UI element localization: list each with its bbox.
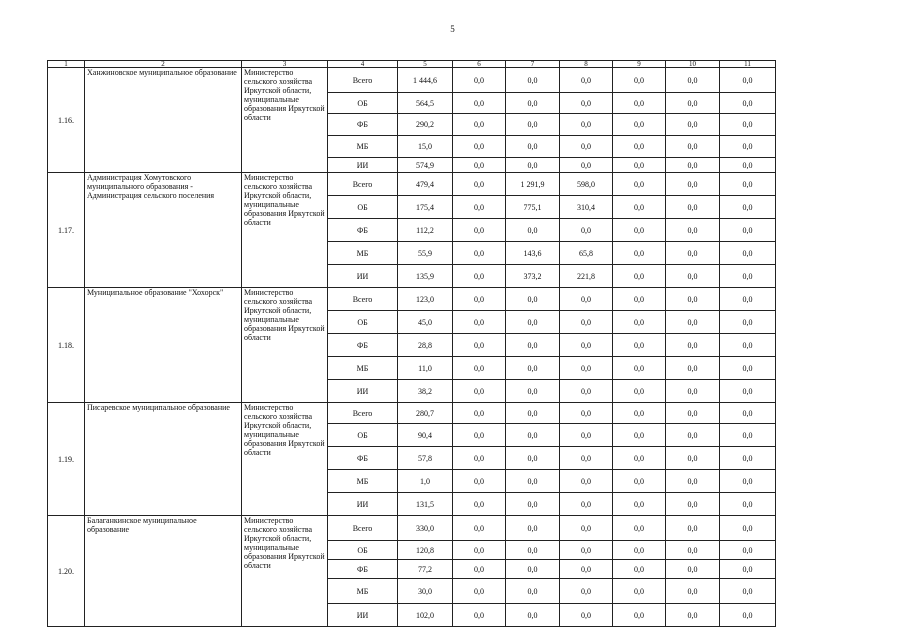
value-cell: 0,0	[613, 219, 666, 242]
value-cell: 0,0	[453, 380, 506, 403]
value-cell: 0,0	[720, 403, 776, 424]
value-cell: 0,0	[666, 242, 720, 265]
value-cell: 574,9	[398, 158, 453, 173]
value-cell: 0,0	[453, 357, 506, 380]
column-header: 3	[242, 61, 328, 68]
table-row	[48, 403, 776, 424]
value-cell: 15,0	[398, 136, 453, 158]
organization-name: Балаганкинское муниципальное образование	[85, 516, 242, 627]
value-cell: 0,0	[666, 158, 720, 173]
value-cell: 77,2	[398, 560, 453, 579]
funding-source: МБ	[328, 242, 398, 265]
table-row	[48, 173, 776, 196]
value-cell: 479,4	[398, 173, 453, 196]
value-cell: 0,0	[666, 357, 720, 380]
value-cell: 0,0	[506, 579, 560, 604]
value-cell: 0,0	[720, 493, 776, 516]
value-cell: 0,0	[506, 93, 560, 114]
organization-name: Писаревское муниципальное образование	[85, 403, 242, 516]
value-cell: 0,0	[666, 173, 720, 196]
table-row	[48, 68, 776, 93]
value-cell: 0,0	[560, 288, 613, 311]
value-cell: 0,0	[720, 288, 776, 311]
value-cell: 0,0	[613, 114, 666, 136]
column-header: 1	[48, 61, 85, 68]
value-cell: 0,0	[666, 541, 720, 560]
value-cell: 0,0	[506, 288, 560, 311]
value-cell: 0,0	[666, 334, 720, 357]
value-cell: 0,0	[506, 493, 560, 516]
column-header: 6	[453, 61, 506, 68]
value-cell: 0,0	[453, 403, 506, 424]
column-header: 9	[613, 61, 666, 68]
organization-name: Ханжиновское муниципальное образование	[85, 68, 242, 173]
value-cell: 0,0	[720, 114, 776, 136]
value-cell: 0,0	[453, 470, 506, 493]
value-cell: 0,0	[506, 68, 560, 93]
value-cell: 175,4	[398, 196, 453, 219]
column-header: 4	[328, 61, 398, 68]
value-cell: 0,0	[560, 541, 613, 560]
value-cell: 0,0	[666, 380, 720, 403]
column-header: 8	[560, 61, 613, 68]
value-cell: 0,0	[720, 604, 776, 627]
value-cell: 0,0	[613, 196, 666, 219]
row-number: 1.16.	[48, 68, 85, 173]
value-cell: 0,0	[666, 424, 720, 447]
value-cell: 0,0	[560, 114, 613, 136]
value-cell: 0,0	[560, 357, 613, 380]
value-cell: 0,0	[720, 447, 776, 470]
value-cell: 0,0	[506, 424, 560, 447]
value-cell: 0,0	[720, 424, 776, 447]
value-cell: 0,0	[613, 136, 666, 158]
value-cell: 0,0	[506, 158, 560, 173]
value-cell: 0,0	[613, 470, 666, 493]
value-cell: 0,0	[453, 516, 506, 541]
value-cell: 0,0	[613, 493, 666, 516]
value-cell: 0,0	[613, 242, 666, 265]
value-cell: 0,0	[666, 219, 720, 242]
value-cell: 90,4	[398, 424, 453, 447]
value-cell: 0,0	[506, 380, 560, 403]
value-cell: 0,0	[453, 196, 506, 219]
row-number: 1.20.	[48, 516, 85, 627]
page-number: 5	[450, 24, 455, 34]
value-cell: 0,0	[613, 357, 666, 380]
funding-source: Всего	[328, 68, 398, 93]
value-cell: 0,0	[613, 541, 666, 560]
value-cell: 38,2	[398, 380, 453, 403]
value-cell: 0,0	[560, 158, 613, 173]
value-cell: 0,0	[666, 68, 720, 93]
funding-source: МБ	[328, 470, 398, 493]
value-cell: 0,0	[453, 173, 506, 196]
value-cell: 0,0	[613, 334, 666, 357]
value-cell: 0,0	[720, 560, 776, 579]
value-cell: 0,0	[506, 311, 560, 334]
value-cell: 0,0	[453, 219, 506, 242]
value-cell: 0,0	[666, 493, 720, 516]
budget-table	[47, 60, 776, 627]
funding-source: МБ	[328, 357, 398, 380]
value-cell: 0,0	[613, 265, 666, 288]
value-cell: 0,0	[666, 516, 720, 541]
value-cell: 0,0	[560, 68, 613, 93]
value-cell: 0,0	[720, 93, 776, 114]
value-cell: 0,0	[613, 158, 666, 173]
value-cell: 0,0	[720, 265, 776, 288]
value-cell: 0,0	[506, 516, 560, 541]
value-cell: 0,0	[453, 541, 506, 560]
responsible-ministry: Министерство сельского хозяйства Иркутской области, муниципальные образования Иркутской области	[242, 403, 328, 516]
funding-source: ФБ	[328, 447, 398, 470]
funding-source: Всего	[328, 173, 398, 196]
value-cell: 0,0	[506, 604, 560, 627]
table-row	[48, 516, 776, 541]
funding-source: ОБ	[328, 541, 398, 560]
value-cell: 0,0	[506, 541, 560, 560]
value-cell: 0,0	[560, 311, 613, 334]
value-cell: 0,0	[453, 424, 506, 447]
value-cell: 0,0	[506, 447, 560, 470]
funding-source: ИИ	[328, 493, 398, 516]
value-cell: 0,0	[720, 380, 776, 403]
value-cell: 0,0	[560, 516, 613, 541]
table-row	[48, 288, 776, 311]
value-cell: 373,2	[506, 265, 560, 288]
value-cell: 0,0	[720, 242, 776, 265]
value-cell: 0,0	[453, 579, 506, 604]
responsible-ministry: Министерство сельского хозяйства Иркутской области, муниципальные образования Иркутской области	[242, 173, 328, 288]
funding-source: Всего	[328, 288, 398, 311]
value-cell: 1,0	[398, 470, 453, 493]
value-cell: 0,0	[453, 114, 506, 136]
funding-source: ФБ	[328, 334, 398, 357]
value-cell: 0,0	[613, 516, 666, 541]
responsible-ministry: Министерство сельского хозяйства Иркутской области, муниципальные образования Иркутской области	[242, 288, 328, 403]
value-cell: 598,0	[560, 173, 613, 196]
value-cell: 0,0	[613, 579, 666, 604]
funding-source: ОБ	[328, 196, 398, 219]
value-cell: 0,0	[666, 604, 720, 627]
value-cell: 1 291,9	[506, 173, 560, 196]
value-cell: 143,6	[506, 242, 560, 265]
value-cell: 0,0	[720, 196, 776, 219]
value-cell: 0,0	[506, 470, 560, 493]
value-cell: 0,0	[453, 93, 506, 114]
value-cell: 0,0	[720, 579, 776, 604]
value-cell: 0,0	[720, 357, 776, 380]
value-cell: 0,0	[613, 424, 666, 447]
value-cell: 0,0	[453, 311, 506, 334]
value-cell: 0,0	[560, 219, 613, 242]
value-cell: 0,0	[560, 493, 613, 516]
value-cell: 221,8	[560, 265, 613, 288]
value-cell: 0,0	[453, 447, 506, 470]
value-cell: 28,8	[398, 334, 453, 357]
value-cell: 0,0	[613, 403, 666, 424]
value-cell: 0,0	[453, 288, 506, 311]
value-cell: 0,0	[506, 403, 560, 424]
value-cell: 0,0	[506, 560, 560, 579]
value-cell: 0,0	[560, 136, 613, 158]
value-cell: 0,0	[666, 93, 720, 114]
value-cell: 65,8	[560, 242, 613, 265]
value-cell: 135,9	[398, 265, 453, 288]
funding-source: ИИ	[328, 265, 398, 288]
value-cell: 0,0	[560, 424, 613, 447]
organization-name: Муниципальное образование "Хохорск"	[85, 288, 242, 403]
value-cell: 0,0	[613, 604, 666, 627]
value-cell: 0,0	[720, 311, 776, 334]
value-cell: 1 444,6	[398, 68, 453, 93]
value-cell: 0,0	[613, 447, 666, 470]
responsible-ministry: Министерство сельского хозяйства Иркутской области, муниципальные образования Иркутской области	[242, 516, 328, 627]
value-cell: 290,2	[398, 114, 453, 136]
value-cell: 0,0	[506, 357, 560, 380]
value-cell: 0,0	[666, 579, 720, 604]
value-cell: 0,0	[506, 334, 560, 357]
value-cell: 30,0	[398, 579, 453, 604]
value-cell: 0,0	[666, 311, 720, 334]
value-cell: 0,0	[560, 579, 613, 604]
column-header: 11	[720, 61, 776, 68]
value-cell: 0,0	[506, 219, 560, 242]
value-cell: 0,0	[613, 68, 666, 93]
header-row	[48, 61, 776, 68]
value-cell: 0,0	[720, 158, 776, 173]
funding-source: ОБ	[328, 93, 398, 114]
funding-source: ОБ	[328, 424, 398, 447]
column-header: 5	[398, 61, 453, 68]
value-cell: 0,0	[613, 311, 666, 334]
value-cell: 0,0	[720, 334, 776, 357]
value-cell: 0,0	[560, 447, 613, 470]
value-cell: 0,0	[666, 403, 720, 424]
value-cell: 0,0	[560, 560, 613, 579]
value-cell: 0,0	[560, 380, 613, 403]
value-cell: 0,0	[613, 173, 666, 196]
funding-source: ФБ	[328, 560, 398, 579]
funding-source: МБ	[328, 579, 398, 604]
value-cell: 112,2	[398, 219, 453, 242]
value-cell: 0,0	[666, 447, 720, 470]
funding-source: МБ	[328, 136, 398, 158]
value-cell: 0,0	[453, 334, 506, 357]
value-cell: 0,0	[613, 288, 666, 311]
value-cell: 0,0	[720, 136, 776, 158]
row-number: 1.19.	[48, 403, 85, 516]
value-cell: 45,0	[398, 311, 453, 334]
value-cell: 0,0	[720, 516, 776, 541]
value-cell: 564,5	[398, 93, 453, 114]
value-cell: 0,0	[453, 158, 506, 173]
value-cell: 102,0	[398, 604, 453, 627]
funding-source: ФБ	[328, 219, 398, 242]
value-cell: 0,0	[720, 219, 776, 242]
value-cell: 0,0	[560, 470, 613, 493]
value-cell: 0,0	[453, 242, 506, 265]
funding-source: ФБ	[328, 114, 398, 136]
funding-source: ИИ	[328, 380, 398, 403]
value-cell: 0,0	[560, 334, 613, 357]
organization-name: Администрация Хомутовского муниципального образования - Администрация сельского поселения	[85, 173, 242, 288]
value-cell: 0,0	[453, 68, 506, 93]
value-cell: 0,0	[453, 265, 506, 288]
value-cell: 0,0	[666, 560, 720, 579]
value-cell: 0,0	[666, 196, 720, 219]
value-cell: 0,0	[613, 560, 666, 579]
value-cell: 0,0	[613, 380, 666, 403]
value-cell: 0,0	[666, 288, 720, 311]
value-cell: 0,0	[720, 541, 776, 560]
value-cell: 0,0	[666, 114, 720, 136]
funding-source: ОБ	[328, 311, 398, 334]
funding-source: Всего	[328, 516, 398, 541]
responsible-ministry: Министерство сельского хозяйства Иркутской области, муниципальные образования Иркутской области	[242, 68, 328, 173]
value-cell: 120,8	[398, 541, 453, 560]
column-header: 2	[85, 61, 242, 68]
value-cell: 0,0	[560, 403, 613, 424]
value-cell: 310,4	[560, 196, 613, 219]
value-cell: 0,0	[453, 604, 506, 627]
value-cell: 0,0	[506, 114, 560, 136]
value-cell: 57,8	[398, 447, 453, 470]
value-cell: 123,0	[398, 288, 453, 311]
value-cell: 0,0	[666, 136, 720, 158]
value-cell: 0,0	[720, 173, 776, 196]
row-number: 1.18.	[48, 288, 85, 403]
value-cell: 0,0	[453, 493, 506, 516]
funding-source: Всего	[328, 403, 398, 424]
funding-source: ИИ	[328, 604, 398, 627]
value-cell: 775,1	[506, 196, 560, 219]
value-cell: 11,0	[398, 357, 453, 380]
value-cell: 0,0	[506, 136, 560, 158]
column-header: 7	[506, 61, 560, 68]
value-cell: 0,0	[453, 136, 506, 158]
value-cell: 131,5	[398, 493, 453, 516]
value-cell: 330,0	[398, 516, 453, 541]
value-cell: 0,0	[560, 604, 613, 627]
row-number: 1.17.	[48, 173, 85, 288]
column-header: 10	[666, 61, 720, 68]
value-cell: 0,0	[720, 68, 776, 93]
value-cell: 0,0	[613, 93, 666, 114]
value-cell: 0,0	[666, 470, 720, 493]
value-cell: 0,0	[453, 560, 506, 579]
value-cell: 0,0	[666, 265, 720, 288]
value-cell: 0,0	[720, 470, 776, 493]
value-cell: 0,0	[560, 93, 613, 114]
value-cell: 280,7	[398, 403, 453, 424]
funding-source: ИИ	[328, 158, 398, 173]
value-cell: 55,9	[398, 242, 453, 265]
